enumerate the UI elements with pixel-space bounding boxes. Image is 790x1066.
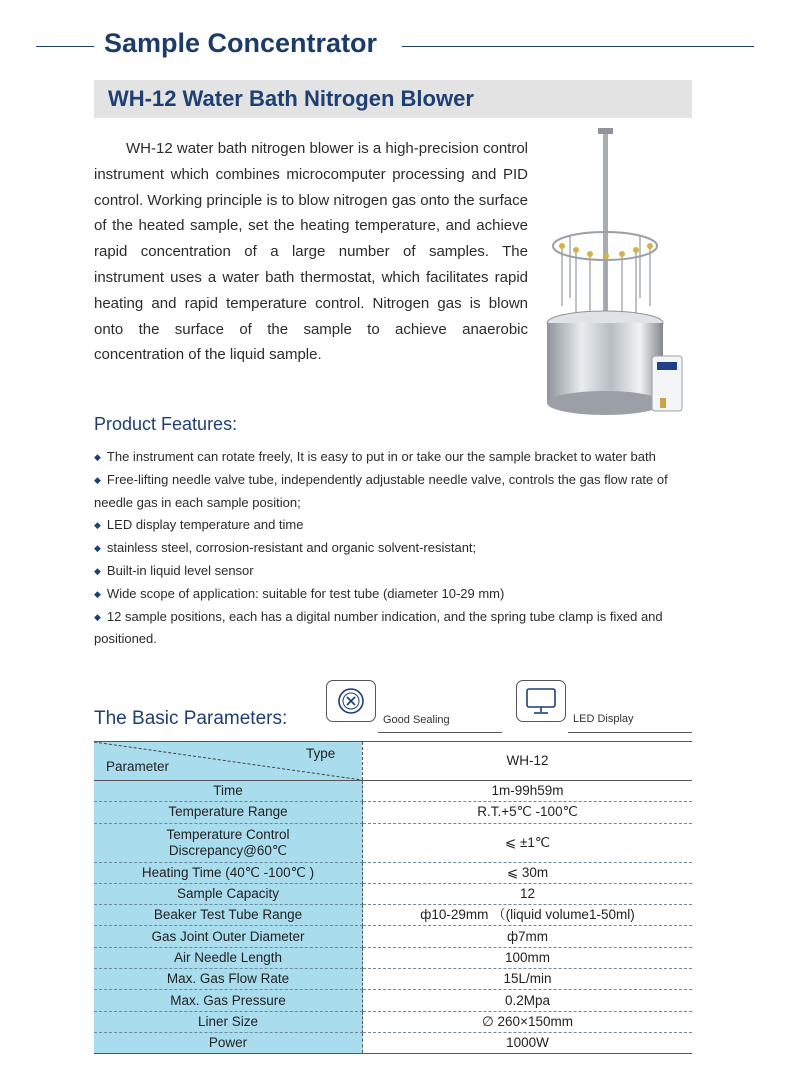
feature-item: ◆ stainless steel, corrosion-resistant and organic solvent-resistant; [94,540,477,556]
parameters-table [94,742,692,1054]
bullet-icon: ◆ [94,565,101,576]
param-label: Gas Joint Outer Diameter [94,926,363,947]
param-label: Temperature Range [94,802,363,823]
param-label: Power [94,1032,363,1053]
param-label: Max. Gas Flow Rate [94,969,363,990]
bullet-icon: ◆ [94,452,101,462]
table-row [94,862,692,883]
monitor-icon [516,680,566,722]
sealing-icon [326,680,376,722]
param-label: Sample Capacity [94,883,363,904]
table-row [94,905,692,926]
bullet-icon: ◆ [94,611,101,622]
param-label: Temperature Control Discrepancy@60℃ [94,823,363,862]
params-title: The Basic Parameters: [94,708,288,729]
param-value: ф7mm [363,926,693,947]
sealing-underline [378,732,502,733]
bullet-icon: ◆ [94,520,101,531]
header-rule-left [36,46,94,47]
table-row [94,781,692,802]
param-label: Air Needle Length [94,947,363,968]
bullet-icon: ◆ [94,588,101,599]
table-row [94,1011,692,1032]
param-label: Time [94,781,363,802]
param-value: 12 [363,883,693,904]
sealing-label: Good Sealing [383,714,450,726]
table-row [94,990,692,1011]
model-title-bar [94,80,692,118]
header-model: WH-12 [363,742,693,781]
header-parameter: Parameter [106,759,170,774]
param-label: Liner Size [94,1011,363,1032]
product-description [94,136,528,368]
model-title: WH-12 Water Bath Nitrogen Blower [108,86,474,111]
led-display-label: LED Display [573,713,634,725]
bullet-icon: ◆ [94,474,101,485]
bullet-icon: ◆ [94,543,101,554]
description-text: WH-12 water bath nitrogen blower is a high-precision control instrument which combines microcomputer processing and PID control. Working principle is to blow nitrogen gas onto the surface of the heated sample, set the heating temperature, and achieve rapid concentration of a large number of samples. The instrument uses a water bath thermostat, which facilitates rapid heating and rapid temperature control. Nitrogen gas is blown onto the surface of the sample to achieve anaerobic concentration of the liquid sample. [94,140,528,364]
table-row [94,1032,692,1053]
table-row [94,969,692,990]
param-value: 0.2Mpa [363,990,693,1011]
param-label: Heating Time (40℃ -100℃ ) [94,862,363,883]
feature-item: ◆ LED display temperature and time [94,517,304,533]
header-diagonal-cell [94,742,363,781]
page-title: Sample Concentrator [104,28,378,58]
feature-item: ◆ 12 sample positions, each has a digital number indication, and the spring tube clamp is fixed and positioned. [94,608,663,647]
led-underline [568,732,692,733]
features-list [94,446,694,651]
table-header-row [94,742,692,781]
product-image [540,128,690,423]
param-value: 1m-99h59m [363,781,693,802]
param-value: ∅ 260×150mm [363,1011,693,1032]
param-value: 100mm [363,947,693,968]
table-row [94,802,692,823]
feature-item: ◆ Free-lifting needle valve tube, independently adjustable needle valve, controls the gas flow rate of needle gas in each sample position; [94,471,668,510]
feature-item: ◆ Wide scope of application: suitable for test tube (diameter 10-29 mm) [94,585,505,601]
table-row [94,926,692,947]
table-row [94,947,692,968]
param-value: 15L/min [363,969,693,990]
features-title: Product Features: [94,414,238,434]
param-value: 1000W [363,1032,693,1053]
param-value: ⩽ 30m [363,862,693,883]
table-row [94,823,692,862]
feature-item: ◆ Built-in liquid level sensor [94,562,254,578]
param-label: Beaker Test Tube Range [94,905,363,926]
feature-item: ◆ The instrument can rotate freely, It is easy to put in or take our the sample bracket to water bath [94,449,656,464]
header-rule-right [402,46,754,47]
param-value: ф10-29mm （(liquid volume1-50ml) [363,905,693,926]
param-value: R.T.+5℃ -100℃ [363,802,693,823]
table-row [94,883,692,904]
param-label: Max. Gas Pressure [94,990,363,1011]
header-type: Type [306,746,336,761]
param-value: ⩽ ±1℃ [363,823,693,862]
